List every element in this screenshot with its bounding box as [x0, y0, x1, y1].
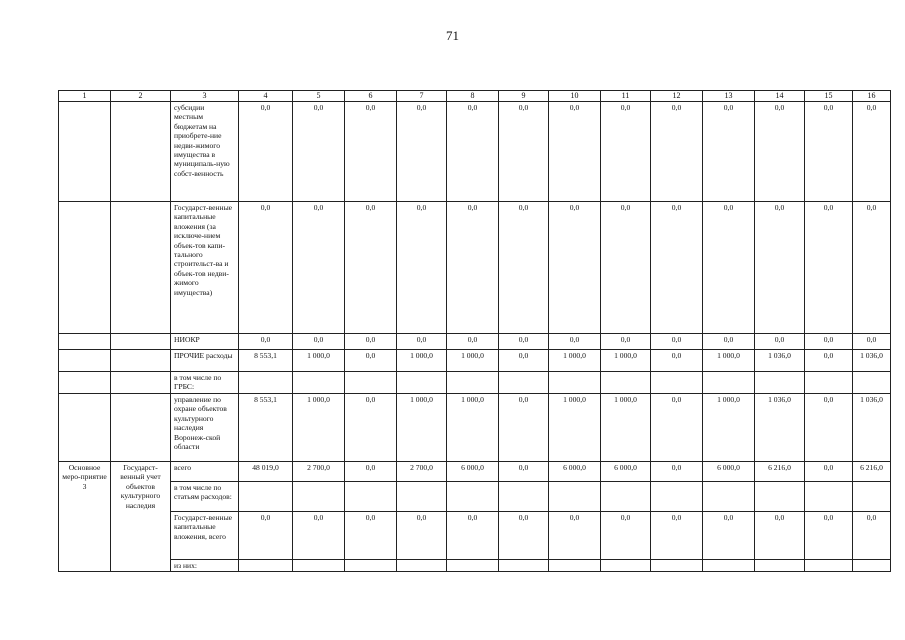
row-label: Государст-венные капитальные вложения (за исключе-нием объек-тов капи-тального строительст-ва и объек-тов недви-жимого имущества)	[171, 202, 239, 334]
value-cell: 0,0	[549, 102, 601, 202]
empty-cell	[59, 102, 111, 202]
column-header: 12	[651, 91, 703, 102]
table-row	[59, 394, 891, 462]
value-cell: 0,0	[397, 202, 447, 334]
empty-cell	[111, 202, 171, 334]
table-row	[59, 560, 891, 572]
value-cell: 0,0	[293, 102, 345, 202]
value-cell: 0,0	[755, 334, 805, 350]
value-cell: 6 000,0	[447, 462, 499, 482]
value-cell: 0,0	[345, 102, 397, 202]
value-cell: 0,0	[447, 512, 499, 560]
value-cell	[499, 372, 549, 394]
value-cell	[239, 482, 293, 512]
value-cell: 0,0	[703, 512, 755, 560]
column-header: 7	[397, 91, 447, 102]
value-cell: 2 700,0	[293, 462, 345, 482]
value-cell	[499, 482, 549, 512]
value-cell: 0,0	[447, 334, 499, 350]
column-header: 4	[239, 91, 293, 102]
value-cell: 0,0	[601, 202, 651, 334]
value-cell: 0,0	[651, 512, 703, 560]
value-cell	[293, 560, 345, 572]
value-cell: 0,0	[805, 350, 853, 372]
table-row	[59, 334, 891, 350]
value-cell: 0,0	[293, 512, 345, 560]
column-header: 6	[345, 91, 397, 102]
value-cell	[549, 560, 601, 572]
empty-cell	[111, 334, 171, 350]
row-label: в том числе по ГРБС:	[171, 372, 239, 394]
value-cell: 0,0	[239, 334, 293, 350]
value-cell: 0,0	[293, 334, 345, 350]
value-cell: 0,0	[651, 102, 703, 202]
value-cell: 1 000,0	[601, 350, 651, 372]
row-label: управление по охране объектов культурного наследия Воронеж-ской области	[171, 394, 239, 462]
column-header: 15	[805, 91, 853, 102]
value-cell: 1 000,0	[397, 350, 447, 372]
value-cell	[397, 482, 447, 512]
value-cell: 0,0	[499, 394, 549, 462]
value-cell	[293, 482, 345, 512]
value-cell: 0,0	[853, 334, 891, 350]
column-header: 11	[601, 91, 651, 102]
column-header: 10	[549, 91, 601, 102]
value-cell: 0,0	[651, 350, 703, 372]
value-cell: 0,0	[805, 394, 853, 462]
value-cell: 0,0	[345, 334, 397, 350]
value-cell	[447, 560, 499, 572]
value-cell: 0,0	[651, 202, 703, 334]
value-cell: 0,0	[499, 462, 549, 482]
row-label: ПРОЧИЕ расходы	[171, 350, 239, 372]
value-cell	[805, 560, 853, 572]
value-cell	[651, 372, 703, 394]
value-cell: 6 000,0	[703, 462, 755, 482]
value-cell: 0,0	[755, 512, 805, 560]
value-cell: 0,0	[549, 202, 601, 334]
value-cell	[549, 482, 601, 512]
row-label: из них:	[171, 560, 239, 572]
empty-cell	[111, 394, 171, 462]
value-cell	[601, 372, 651, 394]
value-cell: 0,0	[601, 102, 651, 202]
value-cell	[447, 372, 499, 394]
value-cell	[755, 372, 805, 394]
value-cell: 0,0	[345, 202, 397, 334]
value-cell: 1 000,0	[601, 394, 651, 462]
value-cell: 0,0	[651, 394, 703, 462]
value-cell	[549, 372, 601, 394]
table-row	[59, 202, 891, 334]
row-label: Государст-венные капитальные вложения, всего	[171, 512, 239, 560]
value-cell: 0,0	[499, 102, 549, 202]
value-cell	[853, 372, 891, 394]
table-body	[59, 102, 891, 572]
value-cell: 0,0	[703, 102, 755, 202]
value-cell: 0,0	[239, 202, 293, 334]
value-cell: 0,0	[345, 350, 397, 372]
value-cell: 0,0	[755, 202, 805, 334]
value-cell	[805, 372, 853, 394]
empty-cell	[111, 350, 171, 372]
value-cell	[397, 372, 447, 394]
table-row	[59, 482, 891, 512]
value-cell: 0,0	[239, 102, 293, 202]
value-cell: 0,0	[805, 102, 853, 202]
value-cell: 0,0	[397, 102, 447, 202]
value-cell: 0,0	[447, 102, 499, 202]
value-cell: 0,0	[805, 202, 853, 334]
column-header: 13	[703, 91, 755, 102]
value-cell	[651, 482, 703, 512]
column-header: 3	[171, 91, 239, 102]
value-cell: 0,0	[805, 462, 853, 482]
value-cell: 2 700,0	[397, 462, 447, 482]
empty-cell	[59, 394, 111, 462]
column-header: 14	[755, 91, 805, 102]
value-cell	[853, 560, 891, 572]
empty-cell	[59, 372, 111, 394]
value-cell: 0,0	[703, 202, 755, 334]
value-cell	[601, 560, 651, 572]
value-cell: 0,0	[239, 512, 293, 560]
row-label: всего	[171, 462, 239, 482]
value-cell: 0,0	[345, 512, 397, 560]
empty-cell	[111, 372, 171, 394]
value-cell: 1 000,0	[397, 394, 447, 462]
page-number: 71	[446, 28, 459, 43]
value-cell: 1 000,0	[447, 394, 499, 462]
value-cell: 1 036,0	[853, 350, 891, 372]
value-cell: 1 036,0	[755, 350, 805, 372]
value-cell: 1 000,0	[293, 350, 345, 372]
value-cell: 1 000,0	[293, 394, 345, 462]
value-cell	[447, 482, 499, 512]
value-cell: 1 000,0	[447, 350, 499, 372]
value-cell	[703, 560, 755, 572]
value-cell	[601, 482, 651, 512]
value-cell: 0,0	[853, 102, 891, 202]
value-cell: 0,0	[345, 462, 397, 482]
value-cell: 0,0	[549, 334, 601, 350]
budget-table	[58, 90, 891, 572]
value-cell	[651, 560, 703, 572]
value-cell: 0,0	[499, 512, 549, 560]
value-cell: 6 216,0	[755, 462, 805, 482]
value-cell: 0,0	[601, 512, 651, 560]
column-header: 16	[853, 91, 891, 102]
table-row	[59, 372, 891, 394]
empty-cell	[59, 350, 111, 372]
value-cell	[345, 372, 397, 394]
value-cell: 6 000,0	[549, 462, 601, 482]
value-cell: 48 019,0	[239, 462, 293, 482]
value-cell: 0,0	[397, 334, 447, 350]
value-cell: 1 000,0	[549, 350, 601, 372]
empty-cell	[59, 202, 111, 334]
value-cell: 0,0	[703, 334, 755, 350]
value-cell: 0,0	[805, 512, 853, 560]
row-label: в том числе по статьям расходов:	[171, 482, 239, 512]
value-cell	[239, 372, 293, 394]
value-cell	[755, 482, 805, 512]
column-header: 5	[293, 91, 345, 102]
value-cell: 0,0	[499, 350, 549, 372]
column-number-row	[59, 91, 891, 102]
value-cell	[703, 482, 755, 512]
value-cell: 1 036,0	[755, 394, 805, 462]
value-cell: 0,0	[805, 334, 853, 350]
row-label: НИОКР	[171, 334, 239, 350]
value-cell: 0,0	[293, 202, 345, 334]
value-cell: 0,0	[853, 202, 891, 334]
table-row	[59, 350, 891, 372]
value-cell	[703, 372, 755, 394]
value-cell: 0,0	[651, 334, 703, 350]
measure-number: Основное меро-приятие 3	[59, 462, 111, 572]
value-cell	[345, 560, 397, 572]
value-cell	[805, 482, 853, 512]
column-header: 1	[59, 91, 111, 102]
value-cell: 1 000,0	[703, 394, 755, 462]
table-row	[59, 512, 891, 560]
value-cell: 8 553,1	[239, 394, 293, 462]
empty-cell	[111, 102, 171, 202]
value-cell: 6 000,0	[601, 462, 651, 482]
empty-cell	[59, 334, 111, 350]
value-cell	[345, 482, 397, 512]
value-cell: 1 000,0	[703, 350, 755, 372]
value-cell: 0,0	[853, 512, 891, 560]
column-header: 8	[447, 91, 499, 102]
value-cell	[755, 560, 805, 572]
value-cell: 0,0	[345, 394, 397, 462]
value-cell	[853, 482, 891, 512]
measure-title: Государст-венный учет объектов культурного наследия	[111, 462, 171, 572]
value-cell	[499, 560, 549, 572]
value-cell: 0,0	[447, 202, 499, 334]
value-cell: 0,0	[397, 512, 447, 560]
value-cell: 0,0	[651, 462, 703, 482]
table-row	[59, 102, 891, 202]
value-cell: 8 553,1	[239, 350, 293, 372]
value-cell: 0,0	[755, 102, 805, 202]
column-header: 9	[499, 91, 549, 102]
table-row	[59, 462, 891, 482]
value-cell: 1 036,0	[853, 394, 891, 462]
column-header: 2	[111, 91, 171, 102]
value-cell: 1 000,0	[549, 394, 601, 462]
value-cell	[397, 560, 447, 572]
value-cell: 6 216,0	[853, 462, 891, 482]
value-cell: 0,0	[601, 334, 651, 350]
value-cell: 0,0	[499, 334, 549, 350]
value-cell	[293, 372, 345, 394]
value-cell	[239, 560, 293, 572]
row-label: субсидии местным бюджетам на приобрете-ние недви-жимого имущества в муниципаль-ную собст-венность	[171, 102, 239, 202]
value-cell: 0,0	[549, 512, 601, 560]
value-cell: 0,0	[499, 202, 549, 334]
